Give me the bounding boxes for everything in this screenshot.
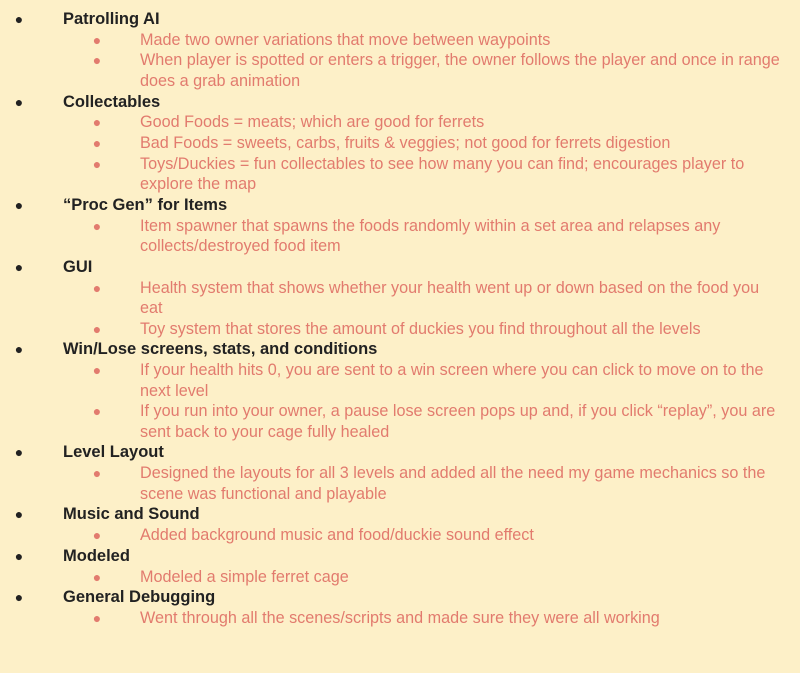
- bullet-icon: ●: [92, 362, 102, 379]
- section-general-debugging: [0, 587, 800, 628]
- section-heading: [0, 195, 800, 216]
- section-heading: [0, 504, 800, 525]
- bullet-icon: ●: [92, 279, 102, 296]
- bullet-icon: ●: [14, 258, 24, 275]
- list-item-text: Designed the layouts for all 3 levels and added all the need my game mechanics so the scene was functional and playable: [140, 464, 766, 503]
- bullet-icon: ●: [92, 52, 102, 69]
- bullet-icon: ●: [14, 93, 24, 110]
- list-item: [0, 216, 800, 257]
- list-item: [0, 112, 800, 133]
- section-heading: [0, 587, 800, 608]
- list-item-text: If you run into your owner, a pause lose screen pops up and, if you click “replay”, you are sent back to your cage fully healed: [140, 402, 776, 441]
- bullet-icon: ●: [92, 403, 102, 420]
- section-proc-gen: [0, 195, 800, 257]
- bullet-icon: ●: [14, 11, 24, 27]
- list-item-text: Toys/Duckies = fun collectables to see how many you can find; encourages player to explore the map: [140, 154, 745, 194]
- bullet-icon: ●: [92, 134, 102, 151]
- list-item-text: Went through all the scenes/scripts and made sure they were all working: [140, 609, 660, 628]
- bullet-icon: ●: [92, 610, 102, 627]
- bullet-icon: ●: [92, 527, 102, 544]
- list-item-text: Item spawner that spawns the foods randomly within a set area and relapses any collects/destroyed food item: [140, 216, 721, 256]
- list-item: [0, 154, 800, 195]
- section-title: “Proc Gen” for Items: [63, 195, 228, 214]
- section-collectables: [0, 92, 800, 195]
- section-heading: [0, 257, 800, 278]
- bullet-icon: ●: [14, 506, 24, 523]
- list-item-text: Good Foods = meats; which are good for ferrets: [140, 113, 485, 132]
- bullet-icon: ●: [92, 465, 102, 482]
- section-heading: [0, 92, 800, 113]
- list-item: [0, 278, 800, 319]
- list-item: [0, 608, 800, 629]
- section-title: Modeled: [63, 546, 130, 565]
- list-item: [0, 401, 800, 442]
- section-heading: [0, 546, 800, 567]
- list-item-text: When player is spotted or enters a trigger, the owner follows the player and once in range does a grab animation: [140, 51, 780, 90]
- bullet-icon: ●: [92, 320, 102, 337]
- section-music-sound: [0, 504, 800, 545]
- section-title: GUI: [63, 257, 93, 276]
- list-item-text: Health system that shows whether your health went up or down based on the food you eat: [140, 278, 760, 318]
- section-title: Collectables: [63, 92, 161, 111]
- list-item: [0, 133, 800, 154]
- bullet-icon: ●: [92, 155, 102, 172]
- list-item: [0, 30, 800, 51]
- list-item: [0, 319, 800, 340]
- list-item: [0, 567, 800, 588]
- bullet-icon: ●: [14, 341, 24, 358]
- bullet-icon: ●: [92, 114, 102, 131]
- list-item: [0, 50, 800, 91]
- section-patrolling-ai: [0, 9, 800, 92]
- list-item-text: Modeled a simple ferret cage: [140, 567, 349, 586]
- list-item-text: Made two owner variations that move between waypoints: [140, 30, 551, 49]
- list-item-text: Bad Foods = sweets, carbs, fruits & veggies; not good for ferrets digestion: [140, 133, 671, 152]
- list-item-text: Added background music and food/duckie sound effect: [140, 526, 534, 545]
- section-heading: [0, 9, 800, 30]
- bullet-icon: ●: [92, 31, 102, 48]
- bullet-icon: ●: [14, 444, 24, 461]
- list-item-text: If your health hits 0, you are sent to a win screen where you can click to move on to the next level: [140, 361, 764, 400]
- section-title: Level Layout: [63, 443, 164, 462]
- list-item: [0, 525, 800, 546]
- section-heading: [0, 442, 800, 463]
- section-modeled: [0, 546, 800, 587]
- bullet-icon: ●: [92, 568, 102, 585]
- section-title: General Debugging: [63, 588, 216, 607]
- section-gui: [0, 257, 800, 340]
- section-heading: [0, 339, 800, 360]
- bullet-icon: ●: [14, 196, 24, 213]
- bullet-icon: ●: [92, 217, 102, 234]
- section-level-layout: [0, 442, 800, 504]
- section-title: Music and Sound: [63, 505, 200, 524]
- bullet-icon: ●: [14, 589, 24, 606]
- section-title: Win/Lose screens, stats, and conditions: [63, 340, 378, 359]
- bullet-icon: ●: [14, 547, 24, 564]
- section-win-lose: [0, 339, 800, 442]
- section-title: Patrolling AI: [63, 10, 160, 28]
- list-item: [0, 463, 800, 504]
- list-item-text: Toy system that stores the amount of duckies you find throughout all the levels: [140, 319, 701, 338]
- list-item: [0, 360, 800, 401]
